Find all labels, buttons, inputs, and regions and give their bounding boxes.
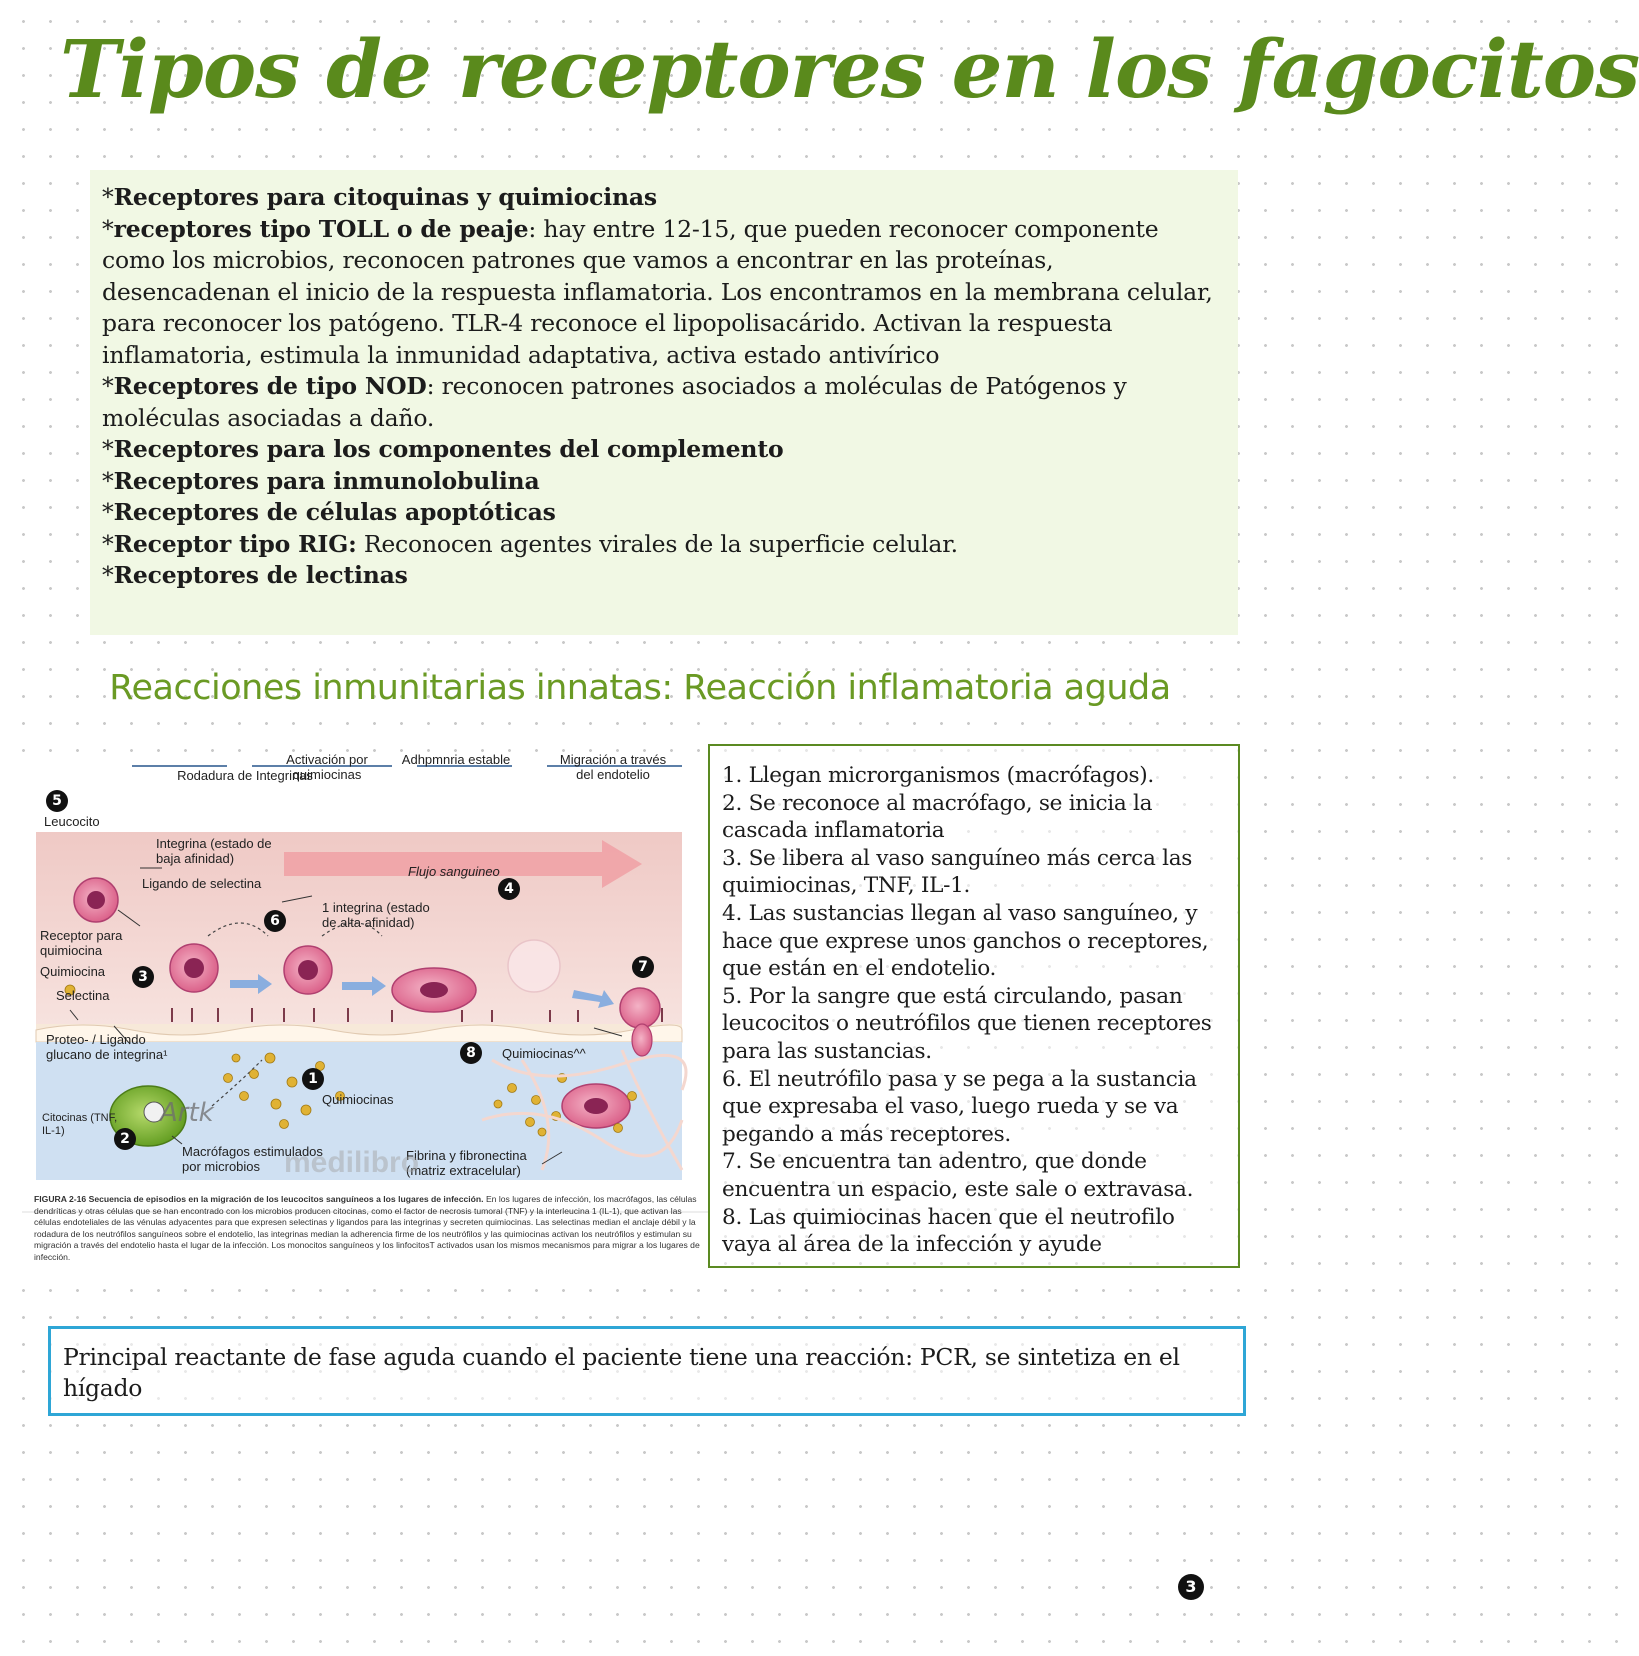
watermark: medilibro — [284, 1146, 420, 1179]
step-badge: 4 — [498, 878, 520, 900]
label-quimiocinas: Quimiocinas — [322, 1092, 394, 1107]
label-macrofagos: Macrófagos estimulados por microbios — [182, 1144, 323, 1174]
artk-mark: Artk — [160, 1098, 214, 1128]
receptor-item: *Receptores de células apoptóticas — [102, 498, 556, 526]
receptor-item: *Receptores de tipo NOD: reconocen patrones asociados a moléculas de Patógenos y moléculas asociadas a daño. — [102, 372, 1127, 432]
stage-label: Migración a través del endotelio — [559, 752, 667, 782]
step-item: 1. Llegan microrganismos (macrófagos). — [722, 763, 1154, 788]
step-badge: 6 — [264, 910, 286, 932]
pcr-note: Principal reactante de fase aguda cuando el paciente tiene una reacción: PCR, se sintetiza en el hígado — [48, 1326, 1246, 1416]
label-integrina-alta: 1 integrina (estado de alta afinidad) — [322, 900, 430, 930]
label-selectina: Selectina — [56, 988, 110, 1003]
label-integrina-baja: Integrina (estado de baja afinidad) — [156, 836, 272, 866]
label-quimiocina: Quimiocina — [40, 964, 106, 979]
step-item: 4. Las sustancias llegan al vaso sanguíneo, y hace que exprese unos ganchos o receptores, que están en el endotelio. — [722, 900, 1209, 982]
label-flujo: Flujo sanguineo — [408, 864, 500, 879]
receptor-item: *Receptores para inmunolobulina — [102, 466, 540, 495]
page-title: Tipos de receptores en los fagocitos — [60, 22, 1639, 116]
label-proteoglucano: Proteo- / Ligando glucano de integrina¹ — [46, 1032, 168, 1062]
step-item: 8. Las quimiocinas hacen que el neutrofilo vaya al área de la infección y ayude — [722, 1204, 1175, 1258]
section-subtitle: Reacciones inmunitarias innatas: Reacción inflamatoria aguda — [109, 668, 1171, 708]
receptor-item: *Receptores para los componentes del complemento — [102, 435, 784, 463]
receptor-item: *receptores tipo TOLL o de peaje: hay entre 12-15, que pueden reconocer componente como los microbios, reconocen patrones que vamos a encontrar en las proteínas, desencadenan el inicio de la respuesta inflamatoria. Los encontramos en la membrana celular, para reconocer los patógeno. TLR-4 reconoce el lipopolisacárido. Activan la respuesta inflamatoria, estimula la inmunidad adaptativa, activa estado antivírico — [102, 214, 1213, 369]
receptor-item: *Receptores de lectinas — [102, 561, 408, 589]
caption-title: FIGURA 2-16 Secuencia de episodios en la migración de los leucocitos sanguíneos a los lugares de infección. — [34, 1194, 484, 1204]
step-item: 7. Se encuentra tan adentro, que donde encuentra un espacio, este sale o extravasa. — [722, 1149, 1194, 1202]
label-quimiocinas-2: Quimiocinas^^ — [502, 1046, 586, 1061]
step-badge: 5 — [46, 790, 68, 812]
leukocyte-migration-figure — [22, 752, 708, 1280]
step-badge: 8 — [460, 1042, 482, 1064]
stage-label: Rodadura de Integrinas — [177, 768, 313, 783]
page-number-badge: 3 — [1178, 1574, 1204, 1600]
label-citocinas: Citocinas (TNF, IL-1) — [42, 1112, 118, 1137]
step-item: 3. Se libera al vaso sanguíneo más cerca las quimiocinas, TNF, IL-1. — [722, 845, 1193, 899]
step-item: 5. Por la sangre que está circulando, pasan leucocitos o neutrófilos que tienen receptores para las sustancias. — [722, 983, 1212, 1064]
step-badge: 3 — [132, 966, 154, 988]
label-fibrina: Fibrina y fibronectina (matriz extracelular) — [406, 1148, 527, 1178]
stage-label: Adhpmnria estable — [401, 752, 511, 767]
figure-caption — [34, 1194, 706, 1263]
receptors-list — [90, 170, 1238, 635]
stage-label: Activación por quimiocinas — [286, 752, 368, 782]
step-item: 6. El neutrófilo pasa y se pega a la sustancia que expresaba el vaso, luego rueda y se va pegando a más receptores. — [722, 1066, 1197, 1147]
step-badge: 7 — [632, 956, 654, 978]
steps-list — [708, 744, 1240, 1268]
step-badge: 2 — [114, 1128, 136, 1150]
label-receptor-quimiocina: Receptor para quimiocina — [40, 928, 123, 958]
label-ligando-selectina: Ligando de selectina — [142, 876, 262, 891]
caption-text: En los lugares de infección, los macrófagos, las células dendríticas y otras células que se han encontrado con los microbios producen citocinas, como el factor de necrosis tumoral (TNF) y la interleucina 1 (IL-1), que activan las células endoteliales de las vénulas adyacentes para que expresen selectinas y ligandos para las integrinas y secreten quimiocinas. Las selectinas median el anclaje débil y la rodadura de los neutrófilos sanguíneos sobre el endotelio, las integrinas median la adherencia firme de los neutrófilos y las quimiocinas activan los neutrófilos y estimulan su migración a través del endotelio hasta el lugar de la infección. Los monocitos sanguíneos y los linfocitosT activados usan los mismos mecanismos para migrar a los lugares de infección. — [34, 1194, 700, 1262]
step-item: 2. Se reconoce al macrófago, se inicia la cascada inflamatoria — [722, 790, 1153, 844]
receptor-item: *Receptores para citoquinas y quimiocinas — [102, 183, 657, 211]
receptor-item: *Receptor tipo RIG: Reconocen agentes virales de la superficie celular. — [102, 529, 958, 558]
step-badge: 1 — [302, 1068, 324, 1090]
label-leucocito: Leucocito — [44, 814, 100, 829]
